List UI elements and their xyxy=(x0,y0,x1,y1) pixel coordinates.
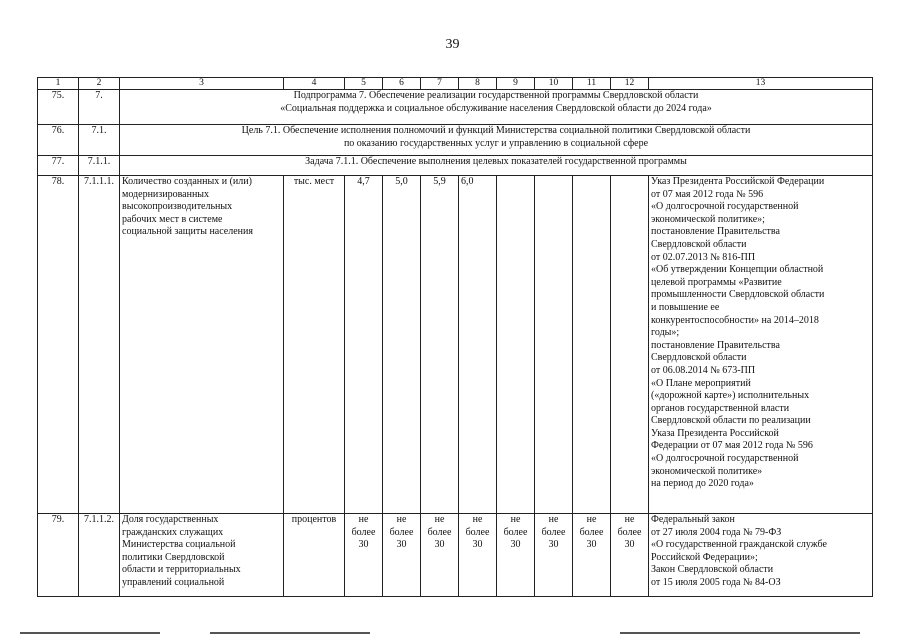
text-line: Доля государственных xyxy=(122,514,219,525)
text-line: социальной защиты населения xyxy=(122,226,253,238)
text-line: 30 xyxy=(548,539,559,551)
scan-edge-line xyxy=(210,632,370,634)
text-line: высокопроизводительных xyxy=(122,201,233,213)
text-line: не xyxy=(396,514,407,525)
row-number: 75. xyxy=(38,90,79,125)
text-line: гражданских служащих xyxy=(122,526,224,538)
text-line: Указа Президента Российской xyxy=(651,427,779,439)
text-line: не xyxy=(472,514,483,525)
value-cell xyxy=(345,514,383,597)
text-line: более xyxy=(541,526,566,538)
scan-edge-line xyxy=(620,632,860,634)
row-code: 7.1.1. xyxy=(79,156,120,176)
text-line: «О долгосрочной государственной xyxy=(651,453,799,465)
text-line: не xyxy=(434,514,445,525)
text-line: Задача 7.1.1. Обеспечение выполнения целевых показателей государственной программы xyxy=(305,156,687,167)
text-line: политики Свердловской xyxy=(122,551,225,563)
subprogram-title xyxy=(120,90,873,125)
text-line: постановление Правительства xyxy=(651,226,780,238)
text-line: («дорожной карте») исполнительных xyxy=(651,390,810,402)
text-line: более xyxy=(579,526,604,538)
text-line: Цель 7.1. Обеспечение исполнения полномочий и функций Министерства социальной политики Свердловской области xyxy=(241,125,751,136)
text-line: не xyxy=(358,514,369,525)
text-line: и повышение ее xyxy=(651,301,720,313)
row-number: 78. xyxy=(38,176,79,514)
row-code: 7. xyxy=(79,90,120,125)
text-line: Подпрограмма 7. Обеспечение реализации государственной программы Свердловской области xyxy=(293,90,699,101)
text-line: по оказанию государственных услуг и управлению в социальной сфере xyxy=(343,137,649,149)
text-line: Федеральный закон xyxy=(651,514,735,525)
table-row-subprogram xyxy=(38,90,873,125)
text-line: более xyxy=(427,526,452,538)
text-line: более xyxy=(389,526,414,538)
indicator-name xyxy=(120,514,284,597)
text-line: более xyxy=(617,526,642,538)
text-line: Федерации от 07 мая 2012 года № 596 xyxy=(651,440,813,452)
column-number: 5 xyxy=(345,78,383,90)
row-code: 7.1.1.2. xyxy=(79,514,120,597)
text-line: Министерства социальной xyxy=(122,539,236,551)
text-line: 30 xyxy=(510,539,521,551)
value-cell: 6,0 xyxy=(459,176,497,514)
value-cell xyxy=(611,176,649,514)
text-line: не xyxy=(586,514,597,525)
text-line: «О государственной гражданской службе xyxy=(651,539,827,551)
text-line: 30 xyxy=(358,539,369,551)
text-line: не xyxy=(510,514,521,525)
value-cell xyxy=(383,514,421,597)
value-cell: 4,7 xyxy=(345,176,383,514)
text-line: от 06.08.2014 № 673-ПП xyxy=(651,364,756,376)
text-line: «Об утверждении Концепции областной xyxy=(651,264,824,276)
indicator-name xyxy=(120,176,284,514)
text-line: 30 xyxy=(472,539,483,551)
text-line: Количество созданных и (или) xyxy=(122,176,252,187)
row-code: 7.1.1.1. xyxy=(79,176,120,514)
text-line: Свердловской области xyxy=(651,238,747,250)
column-number: 10 xyxy=(535,78,573,90)
source-document xyxy=(649,514,873,597)
text-line: Указ Президента Российской Федерации xyxy=(651,176,825,187)
text-line: экономической политике»; xyxy=(651,213,765,225)
text-line: 30 xyxy=(396,539,407,551)
value-cell xyxy=(459,514,497,597)
column-number: 11 xyxy=(573,78,611,90)
text-line: области и территориальных xyxy=(122,564,241,576)
text-line: Свердловской области по реализации xyxy=(651,415,811,427)
column-number: 8 xyxy=(459,78,497,90)
text-line: постановление Правительства xyxy=(651,339,780,351)
text-line: промышленности Свердловской области xyxy=(651,289,825,301)
goal-title xyxy=(120,125,873,156)
text-line: от 27 июля 2004 года № 79-ФЗ xyxy=(651,526,782,538)
column-number: 7 xyxy=(421,78,459,90)
column-number: 1 xyxy=(38,78,79,90)
text-line: на период до 2020 года» xyxy=(651,478,754,490)
text-line: от 07 мая 2012 года № 596 xyxy=(651,188,764,200)
text-line: Российской Федерации»; xyxy=(651,551,758,563)
page-number: 39 xyxy=(445,37,460,52)
value-cell xyxy=(573,176,611,514)
text-line: «О Плане мероприятий xyxy=(651,377,751,389)
column-number: 13 xyxy=(649,78,873,90)
scan-edge-line xyxy=(20,632,160,634)
text-line: более xyxy=(465,526,490,538)
row-number: 77. xyxy=(38,156,79,176)
text-line: годы»; xyxy=(651,327,680,339)
text-line: более xyxy=(503,526,528,538)
value-cell xyxy=(497,176,535,514)
value-cell xyxy=(535,176,573,514)
text-line: конкурентоспособности» на 2014–2018 xyxy=(651,314,819,326)
value-cell xyxy=(497,514,535,597)
task-title xyxy=(120,156,873,176)
text-line: от 02.07.2013 № 816-ПП xyxy=(651,251,756,263)
text-line: целевой программы «Развитие xyxy=(651,276,782,288)
text-line: «Социальная поддержка и социальное обслуживание населения Свердловской области до 2024 года» xyxy=(280,102,712,114)
column-number-row xyxy=(38,78,873,90)
text-line: не xyxy=(548,514,559,525)
text-line: 30 xyxy=(434,539,445,551)
source-document xyxy=(649,176,873,514)
column-number: 3 xyxy=(120,78,284,90)
unit-cell: процентов xyxy=(284,514,345,597)
text-line: рабочих мест в системе xyxy=(122,213,223,225)
value-cell: 5,0 xyxy=(383,176,421,514)
row-number: 76. xyxy=(38,125,79,156)
value-cell: 5,9 xyxy=(421,176,459,514)
text-line: от 15 июля 2005 года № 84-ОЗ xyxy=(651,576,781,588)
text-line: модернизированных xyxy=(122,188,210,200)
text-line: 30 xyxy=(624,539,635,551)
indicators-table xyxy=(37,77,873,597)
column-number: 2 xyxy=(79,78,120,90)
value-cell xyxy=(535,514,573,597)
column-number: 4 xyxy=(284,78,345,90)
text-line: не xyxy=(624,514,635,525)
table-row xyxy=(38,176,873,514)
table-row-goal xyxy=(38,125,873,156)
row-code: 7.1. xyxy=(79,125,120,156)
unit-cell: тыс. мест xyxy=(284,176,345,514)
text-line: экономической политике» xyxy=(651,465,763,477)
column-number: 9 xyxy=(497,78,535,90)
value-cell xyxy=(421,514,459,597)
row-number: 79. xyxy=(38,514,79,597)
text-line: Закон Свердловской области xyxy=(651,564,774,576)
value-cell xyxy=(573,514,611,597)
text-line: «О долгосрочной государственной xyxy=(651,201,799,213)
text-line: органов государственной власти xyxy=(651,402,790,414)
table-row-task xyxy=(38,156,873,176)
text-line: управлений социальной xyxy=(122,576,225,588)
value-cell xyxy=(611,514,649,597)
column-number: 6 xyxy=(383,78,421,90)
text-line: Свердловской области xyxy=(651,352,747,364)
column-number: 12 xyxy=(611,78,649,90)
table-row xyxy=(38,514,873,597)
text-line: более xyxy=(351,526,376,538)
text-line: 30 xyxy=(586,539,597,551)
